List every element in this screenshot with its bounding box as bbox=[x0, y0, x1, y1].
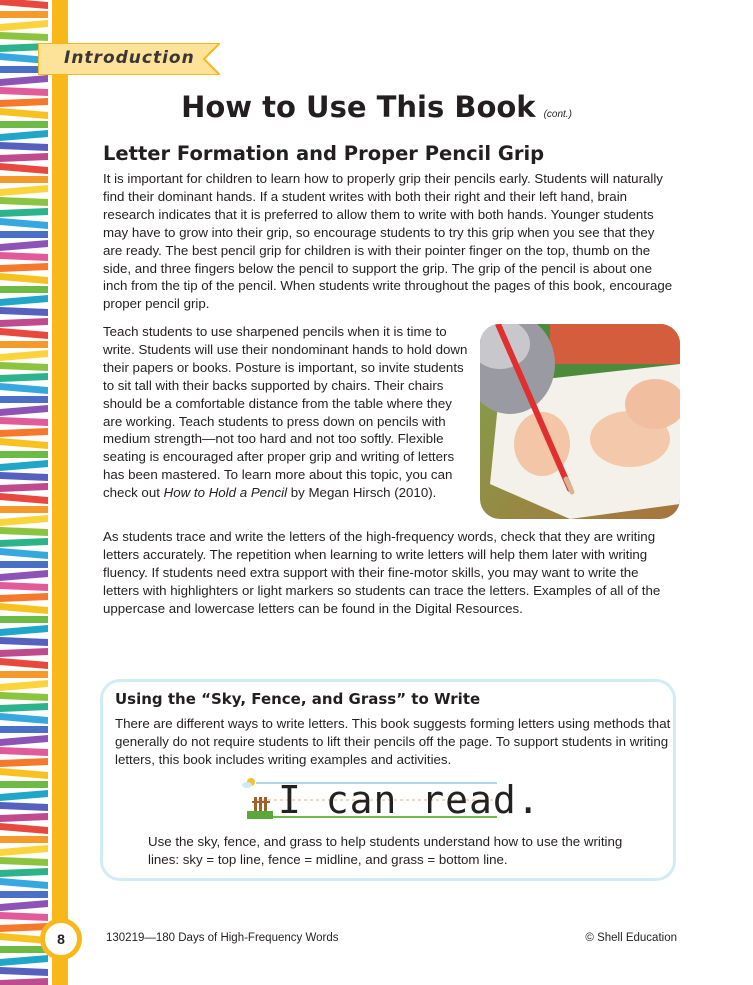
stripe bbox=[0, 396, 48, 403]
stripe bbox=[0, 218, 48, 229]
stripe bbox=[0, 307, 48, 316]
section-tab-label: Introduction bbox=[64, 48, 195, 68]
stripe bbox=[0, 318, 48, 327]
stripe bbox=[0, 163, 48, 174]
stripe bbox=[0, 231, 48, 238]
stripe bbox=[0, 758, 48, 767]
stripe bbox=[0, 648, 48, 657]
paragraph-letter-accuracy: As students trace and write the letters of the high-frequency words, check that they are writing letters accurately. The repetition when learning to write letters will help them later with writing fluency. If students need extra support with their fine-motor skills, you may want to write the letters with highlighters or light markers so students can trace the letters. Examples of all of the uppercase and lowercase letters can be found in the Digital Resources. bbox=[103, 529, 661, 616]
stripe bbox=[0, 593, 48, 602]
stripe bbox=[0, 208, 48, 217]
stripe bbox=[0, 680, 48, 691]
stripe bbox=[0, 967, 48, 976]
stripe bbox=[0, 891, 48, 898]
stripe bbox=[0, 295, 48, 306]
stripe bbox=[0, 515, 48, 526]
stripe bbox=[0, 527, 48, 536]
stripe bbox=[0, 130, 48, 141]
stripe bbox=[0, 616, 48, 623]
stripe bbox=[0, 483, 48, 492]
stripe bbox=[0, 582, 48, 591]
stripe bbox=[0, 20, 48, 31]
stripe bbox=[0, 747, 48, 756]
page-title-main: How to Use This Book bbox=[181, 90, 536, 124]
callout-caption: Use the sky, fence, and grass to help students understand how to use the writing lines: sky = top line, fence = midline, and grass = bottom line. bbox=[148, 834, 623, 867]
stripe-pattern bbox=[0, 0, 48, 985]
stripe bbox=[0, 176, 48, 183]
callout-text: There are different ways to write letters. This book suggests forming letters using methods that generally do not require students to lift their pencils off the page. To support students in writing letters, this book includes writing examples and activities. bbox=[115, 716, 671, 767]
stripe bbox=[0, 781, 48, 788]
stripe bbox=[0, 286, 48, 293]
callout-title: Using the “Sky, Fence, and Grass” to Write bbox=[115, 690, 481, 708]
stripe bbox=[0, 373, 48, 382]
stripe bbox=[0, 493, 48, 504]
stripe bbox=[0, 273, 48, 284]
stripe bbox=[0, 561, 48, 568]
stripe bbox=[0, 637, 48, 646]
stripe bbox=[0, 912, 48, 921]
stripe bbox=[0, 802, 48, 811]
stripe bbox=[0, 472, 48, 481]
example-handwriting: I can read. bbox=[278, 778, 541, 822]
paragraph-posture-text: Teach students to use sharpened pencils when it is time to write. Students will use their nondominant hands to hold down their papers or books. Posture is important, so invite students to sit tall with their backs supported by chairs. Their chairs should be a comfortable distance from the table where they are working. Teach students to press down on pencils with medium strength—not too hard and not too softly. Flexible seating is encouraged after proper grip and writing of letters has been mastered. To learn more about this topic, you can check out bbox=[103, 324, 468, 501]
stripe bbox=[0, 438, 48, 449]
stripe bbox=[0, 603, 48, 614]
gold-margin-bar bbox=[52, 0, 68, 985]
stripe bbox=[0, 75, 48, 86]
sun-icon bbox=[242, 778, 255, 788]
stripe bbox=[0, 32, 48, 41]
footer-book-title: 130219—180 Days of High-Frequency Words bbox=[106, 932, 339, 944]
stripe bbox=[0, 823, 48, 834]
stripe bbox=[0, 955, 48, 966]
stripe bbox=[0, 252, 48, 261]
stripe bbox=[0, 428, 48, 437]
page-title bbox=[0, 90, 753, 124]
fence-icon bbox=[252, 797, 270, 811]
stripe bbox=[0, 240, 48, 251]
stripe bbox=[0, 836, 48, 843]
stripe bbox=[0, 878, 48, 889]
stripe bbox=[0, 328, 48, 339]
stripe bbox=[0, 153, 48, 162]
stripe bbox=[0, 713, 48, 724]
photo-illustration bbox=[480, 324, 680, 519]
stripe bbox=[0, 341, 48, 348]
stripe bbox=[0, 735, 48, 746]
paragraph-posture bbox=[103, 323, 468, 502]
stripe bbox=[0, 538, 48, 547]
stripe bbox=[0, 263, 48, 272]
stripe bbox=[0, 506, 48, 513]
stripe bbox=[0, 900, 48, 911]
stripe bbox=[0, 460, 48, 471]
stripe bbox=[0, 857, 48, 866]
stripe bbox=[0, 11, 48, 18]
grass-icon bbox=[247, 811, 273, 819]
section-heading: Letter Formation and Proper Pencil Grip bbox=[103, 142, 545, 165]
stripe bbox=[0, 0, 48, 9]
paragraph-posture-citation: by Megan Hirsch (2010). bbox=[287, 485, 437, 501]
stripe bbox=[0, 451, 48, 458]
stripe bbox=[0, 625, 48, 636]
stripe bbox=[0, 813, 48, 822]
stripe bbox=[0, 726, 48, 733]
page-number: 8 bbox=[40, 918, 82, 960]
stripe bbox=[0, 417, 48, 426]
stripe bbox=[0, 868, 48, 877]
decorative-stripe-border bbox=[0, 0, 48, 985]
stripe bbox=[0, 142, 48, 151]
stripe bbox=[0, 658, 48, 669]
stripe bbox=[0, 692, 48, 701]
footer-copyright: © Shell Education bbox=[585, 932, 677, 944]
stripe bbox=[0, 405, 48, 416]
stripe bbox=[0, 790, 48, 801]
paragraph-pencil-grip: It is important for children to learn how to properly grip their pencils early. Students will naturally find their dominant hands. If a student writes with both their right and their left hand, brain research indicates that it is preferred to allow them to write with both hands. Younger students may have to grow into their grip, so encourage students to try this grip when you see that they are ready. The best pencil grip for children is with their pointer finger on the top, thumb on the side, and three fingers below the pencil to support the grip. The grip of the pencil is about one inch from the tip of the pencil. When students write throughout the pages of this book, encourage proper pencil grip. bbox=[103, 171, 673, 312]
stripe bbox=[0, 845, 48, 856]
section-tab bbox=[38, 43, 218, 75]
page-title-cont: (cont.) bbox=[543, 109, 572, 120]
book-title: How to Hold a Pencil bbox=[163, 485, 288, 501]
stripe bbox=[0, 197, 48, 206]
stripe bbox=[0, 362, 48, 371]
stripe bbox=[0, 548, 48, 559]
stripe bbox=[0, 768, 48, 779]
stripe bbox=[0, 671, 48, 678]
stripe bbox=[0, 703, 48, 712]
stripe bbox=[0, 570, 48, 581]
stripe bbox=[0, 185, 48, 196]
stripe bbox=[0, 978, 48, 985]
child-writing-photo bbox=[480, 324, 680, 519]
stripe bbox=[0, 350, 48, 361]
stripe bbox=[0, 383, 48, 394]
